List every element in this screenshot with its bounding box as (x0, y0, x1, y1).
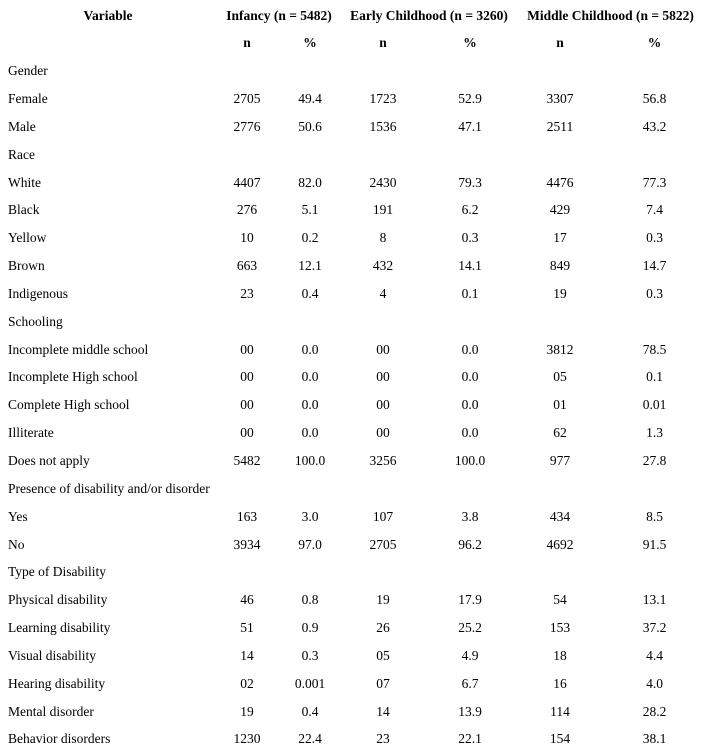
value-cell: 2705 (369, 536, 397, 552)
value-cell (604, 58, 705, 86)
subheader-n-middle-childhood: n (556, 35, 564, 51)
table-header (0, 2, 705, 58)
value-cell (216, 308, 278, 336)
value-cell: 100.0 (294, 453, 326, 468)
value-cell: 17 (553, 230, 567, 246)
table-row (0, 280, 705, 308)
value-cell: 47.1 (458, 118, 482, 134)
value-cell: 49.4 (298, 91, 322, 107)
value-cell: 56.8 (642, 91, 667, 107)
value-cell: 16 (553, 675, 567, 691)
value-cell: 432 (372, 258, 394, 274)
value-cell (342, 559, 424, 587)
value-cell (278, 308, 342, 336)
value-cell: 18 (553, 647, 567, 663)
value-cell: 5.1 (301, 202, 319, 218)
value-cell: 0.0 (461, 425, 479, 441)
value-cell: 97.0 (298, 536, 322, 552)
column-header-variable: Variable (83, 7, 133, 23)
value-cell (278, 58, 342, 86)
value-cell: 00 (240, 369, 254, 385)
table-body (0, 58, 705, 754)
value-cell (216, 141, 278, 169)
value-cell: 114 (550, 703, 570, 719)
row-label: Mental disorder (8, 703, 94, 719)
value-cell: 05 (553, 369, 567, 385)
table-row (0, 364, 705, 392)
value-cell (278, 475, 342, 503)
value-cell: 19 (376, 592, 390, 608)
section-row (0, 559, 705, 587)
value-cell: 50.6 (298, 118, 322, 134)
value-cell: 153 (549, 620, 571, 636)
value-cell: 0.0 (461, 369, 479, 385)
table-row (0, 615, 705, 643)
column-header-middle-childhood: Middle Childhood (n = 5822) (527, 7, 694, 23)
table-row (0, 113, 705, 141)
value-cell (516, 308, 604, 336)
value-cell: 276 (236, 202, 258, 218)
value-cell: 78.5 (642, 341, 667, 357)
value-cell: 3934 (233, 536, 261, 552)
value-cell: 4407 (233, 174, 261, 190)
value-cell: 10 (240, 230, 254, 246)
value-cell: 8 (379, 230, 387, 246)
value-cell: 22.4 (298, 731, 322, 747)
value-cell: 6.7 (461, 675, 479, 691)
row-label: Incomplete middle school (8, 341, 149, 357)
value-cell: 0.8 (301, 592, 319, 608)
section-label: Schooling (8, 313, 63, 329)
table-row (0, 726, 705, 754)
row-label: Learning disability (8, 620, 111, 636)
section-row (0, 308, 705, 336)
value-cell: 0.0 (301, 425, 319, 441)
table-row (0, 86, 705, 114)
value-cell: 13.1 (642, 592, 667, 608)
value-cell (342, 141, 424, 169)
value-cell (604, 475, 705, 503)
value-cell: 191 (372, 202, 394, 218)
value-cell: 0.0 (461, 341, 479, 357)
table-row (0, 670, 705, 698)
value-cell: 0.4 (301, 285, 319, 301)
value-cell (604, 141, 705, 169)
value-cell: 46 (240, 592, 254, 608)
section-label: Race (8, 146, 35, 162)
row-label: Does not apply (8, 453, 90, 468)
table-row (0, 169, 705, 197)
value-cell: 0.9 (301, 620, 319, 636)
value-cell: 8.5 (646, 508, 663, 524)
value-cell: 0.1 (646, 369, 663, 385)
row-label: Black (8, 202, 40, 218)
value-cell: 2511 (546, 118, 574, 134)
value-cell (424, 559, 516, 587)
value-cell: 434 (549, 508, 571, 524)
value-cell (216, 58, 278, 86)
table-row (0, 420, 705, 448)
subheader-n-early-childhood: n (379, 35, 387, 51)
value-cell: 429 (549, 202, 571, 218)
value-cell: 19 (240, 703, 254, 719)
value-cell (278, 141, 342, 169)
section-label: Presence of disability and/or disorder (8, 480, 210, 496)
value-cell (516, 141, 604, 169)
value-cell: 25.2 (458, 620, 482, 636)
value-cell: 26 (376, 620, 390, 636)
row-label: Behavior disorders (8, 731, 111, 747)
value-cell: 0.001 (294, 675, 326, 691)
value-cell: 0.0 (301, 341, 319, 357)
value-cell: 0.0 (301, 397, 319, 413)
value-cell: 00 (240, 425, 254, 441)
table-row (0, 448, 705, 476)
value-cell: 5482 (233, 453, 261, 468)
section-row (0, 141, 705, 169)
value-cell: 14 (240, 647, 254, 663)
section-row (0, 58, 705, 86)
value-cell (516, 559, 604, 587)
value-cell (516, 475, 604, 503)
table-row (0, 225, 705, 253)
section-label: Gender (8, 63, 48, 79)
value-cell: 4692 (546, 536, 574, 552)
value-cell: 96.2 (458, 536, 482, 552)
value-cell: 02 (240, 675, 254, 691)
value-cell: 663 (236, 258, 258, 274)
subheader-n-infancy: n (243, 35, 251, 51)
value-cell: 977 (549, 453, 571, 468)
value-cell (604, 559, 705, 587)
value-cell: 154 (549, 731, 571, 747)
value-cell: 51 (240, 620, 254, 636)
table-row (0, 587, 705, 615)
value-cell: 2776 (233, 118, 261, 134)
value-cell: 79.3 (458, 174, 482, 190)
value-cell (342, 475, 424, 503)
table-row (0, 503, 705, 531)
row-label: Physical disability (8, 592, 108, 608)
value-cell: 00 (240, 341, 254, 357)
value-cell: 107 (372, 508, 394, 524)
value-cell: 3256 (369, 453, 397, 468)
row-label: Incomplete High school (8, 369, 138, 385)
table-subheader-row (0, 30, 705, 58)
subheader-empty (0, 30, 216, 58)
value-cell: 1.3 (646, 425, 663, 441)
value-cell: 1723 (369, 91, 397, 107)
value-cell: 00 (376, 341, 390, 357)
row-label: Yellow (8, 230, 47, 246)
value-cell: 0.1 (461, 285, 479, 301)
value-cell: 00 (376, 425, 390, 441)
subheader-pct-early-childhood: % (463, 35, 477, 51)
value-cell: 6.2 (461, 202, 479, 218)
value-cell: 00 (376, 397, 390, 413)
value-cell (424, 308, 516, 336)
column-header-early-childhood: Early Childhood (n = 3260) (350, 7, 508, 23)
row-label: Yes (8, 508, 28, 524)
row-label: Illiterate (8, 425, 54, 441)
value-cell: 82.0 (298, 174, 322, 190)
column-header-infancy: Infancy (n = 5482) (226, 7, 332, 23)
table-row (0, 336, 705, 364)
demographics-table (0, 2, 705, 754)
value-cell (342, 58, 424, 86)
value-cell: 0.2 (301, 230, 319, 246)
value-cell: 91.5 (642, 536, 667, 552)
value-cell: 0.3 (461, 230, 479, 246)
section-label: Type of Disability (8, 564, 107, 580)
value-cell: 00 (376, 369, 390, 385)
value-cell: 0.0 (461, 397, 479, 413)
value-cell (604, 308, 705, 336)
value-cell: 17.9 (458, 592, 482, 608)
row-label: Female (8, 91, 48, 107)
value-cell: 2430 (369, 174, 397, 190)
row-label: Male (8, 118, 36, 134)
row-label: Brown (8, 258, 45, 274)
value-cell: 14.1 (458, 258, 482, 274)
value-cell (278, 559, 342, 587)
table-row (0, 531, 705, 559)
value-cell: 4476 (546, 174, 574, 190)
value-cell (424, 141, 516, 169)
value-cell: 1230 (233, 731, 261, 747)
value-cell: 1536 (369, 118, 397, 134)
table-row (0, 642, 705, 670)
subheader-pct-middle-childhood: % (647, 35, 662, 51)
value-cell: 7.4 (646, 202, 663, 218)
value-cell: 52.9 (458, 91, 482, 107)
value-cell: 0.01 (642, 397, 667, 413)
value-cell: 27.8 (642, 453, 667, 468)
value-cell: 13.9 (458, 703, 482, 719)
value-cell: 4.4 (646, 647, 663, 663)
value-cell: 0.3 (646, 230, 663, 246)
value-cell: 22.1 (458, 731, 482, 747)
value-cell: 0.4 (301, 703, 319, 719)
value-cell (516, 58, 604, 86)
table-row (0, 392, 705, 420)
value-cell (342, 308, 424, 336)
value-cell: 23 (240, 285, 254, 301)
value-cell: 77.3 (642, 174, 667, 190)
table-row (0, 698, 705, 726)
value-cell: 23 (376, 731, 390, 747)
row-label: No (8, 536, 25, 552)
table-row (0, 197, 705, 225)
row-label: White (8, 174, 41, 190)
value-cell: 2705 (233, 91, 261, 107)
value-cell: 4 (379, 285, 387, 301)
value-cell: 54 (553, 592, 567, 608)
value-cell (216, 475, 278, 503)
table-row (0, 253, 705, 281)
value-cell: 00 (240, 397, 254, 413)
value-cell: 05 (376, 647, 390, 663)
value-cell (216, 559, 278, 587)
value-cell: 3.8 (461, 508, 479, 524)
value-cell: 4.9 (461, 647, 479, 663)
value-cell: 4.0 (646, 675, 663, 691)
row-label: Complete High school (8, 397, 130, 413)
table-header-row (0, 2, 705, 30)
value-cell: 14.7 (642, 258, 667, 274)
value-cell: 38.1 (642, 731, 667, 747)
row-label: Hearing disability (8, 675, 106, 691)
value-cell: 12.1 (298, 258, 322, 274)
value-cell (424, 475, 516, 503)
value-cell: 62 (553, 425, 567, 441)
row-label: Indigenous (8, 285, 68, 301)
value-cell: 01 (553, 397, 567, 413)
value-cell: 19 (553, 285, 567, 301)
value-cell: 43.2 (642, 118, 667, 134)
value-cell: 100.0 (454, 453, 486, 468)
value-cell: 14 (376, 703, 390, 719)
value-cell: 3307 (546, 91, 574, 107)
value-cell: 07 (376, 675, 390, 691)
value-cell: 0.3 (646, 285, 663, 301)
value-cell: 0.0 (301, 369, 319, 385)
section-row (0, 475, 705, 503)
value-cell: 163 (236, 508, 258, 524)
value-cell: 3.0 (301, 508, 319, 524)
subheader-pct-infancy: % (303, 35, 317, 51)
value-cell: 849 (549, 258, 571, 274)
value-cell: 3812 (546, 341, 574, 357)
value-cell: 0.3 (301, 647, 319, 663)
value-cell: 37.2 (642, 620, 667, 636)
value-cell (424, 58, 516, 86)
value-cell: 28.2 (642, 703, 667, 719)
row-label: Visual disability (8, 647, 97, 663)
